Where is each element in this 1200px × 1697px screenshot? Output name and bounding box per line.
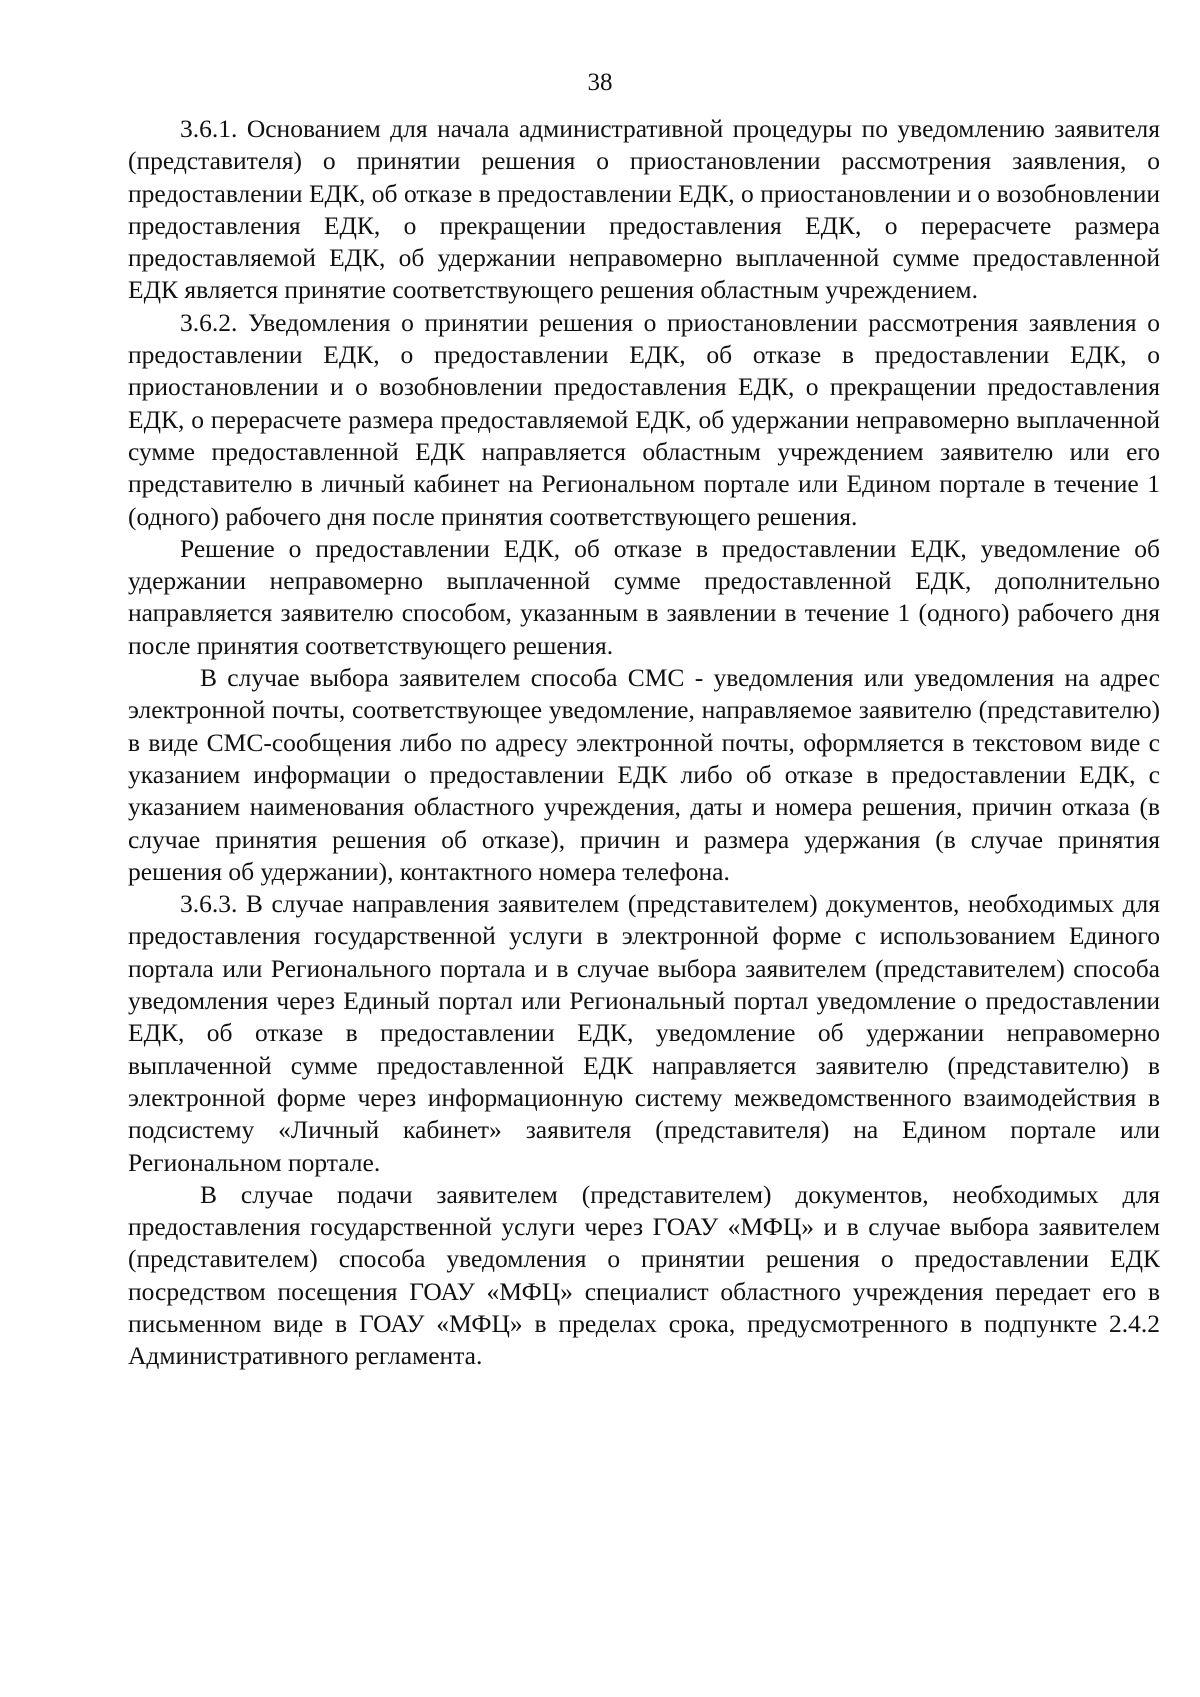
paragraph-3-6-2: 3.6.2. Уведомления о принятии решения о приостановлении рассмотрения заявления о предоставлении ЕДК, о предоставлении ЕДК, об отказе в предоставлении ЕДК, о приостановлении и о возобновлении предоставления ЕДК, о прекращении предоставления ЕДК, о перерасчете размера предоставляемой ЕДК, об удержании неправомерно выплаченной сумме предоставленной ЕДК направляется областным учреждением заявителю или его представителю в личный кабинет на Региональном портале или Едином портале в течение 1 (одного) рабочего дня после принятия соответствующего решения. — [128, 307, 1160, 531]
paragraph-decision-notice: Решение о предоставлении ЕДК, об отказе в предоставлении ЕДК, уведомление об удержании неправомерно выплаченной сумме предоставленной ЕДК, дополнительно направляется заявителю способом, указанным в заявлении в течение 1 (одного) рабочего дня после принятия соответствующего решения. — [128, 533, 1160, 660]
paragraph-3-6-3: 3.6.3. В случае направления заявителем (представителем) документов, необходимых для предоставления государственной услуги в электронной форме с использованием Единого портала или Регионального портала и в случае выбора заявителем (представителем) способа уведомления через Единый портал или Региональный портал уведомление о предоставлении ЕДК, об отказе в предоставлении ЕДК, уведомление об удержании неправомерно выплаченной сумме предоставленной ЕДК направляется заявителю (представителю) в электронной форме через информационную систему межведомственного взаимодействия в подсистему «Личный кабинет» заявителя (представителя) на Едином портале или Региональном портале. — [128, 889, 1160, 1177]
paragraph-mfc-notice: В случае подачи заявителем (представителем) документов, необходимых для предоставления государственной услуги через ГОАУ «МФЦ» и в случае выбора заявителем (представителем) способа уведомления о принятии решения о предоставлении ЕДК посредством посещения ГОАУ «МФЦ» специалист областного учреждения передает его в письменном виде в ГОАУ «МФЦ» в пределах срока, предусмотренного в подпункте 2.4.2 Административного регламента. — [128, 1179, 1160, 1371]
paragraph-3-6-1: 3.6.1. Основанием для начала административной процедуры по уведомлению заявителя (представителя) о принятии решения о приостановлении рассмотрения заявления, о предоставлении ЕДК, об отказе в предоставлении ЕДК, о приостановлении и о возобновлении предоставления ЕДК, о прекращении предоставления ЕДК, о перерасчете размера предоставляемой ЕДК, об удержании неправомерно выплаченной сумме предоставленной ЕДК является принятие соответствующего решения областным учреждением. — [128, 114, 1160, 305]
page-number: 38 — [587, 69, 613, 96]
document-body — [128, 113, 1160, 1373]
paragraph-sms-email-notice: В случае выбора заявителем способа СМС - уведомления или уведомления на адрес электронной почты, соответствующее уведомление, направляемое заявителю (представителю) в виде СМС-сообщения либо по адресу электронной почты, оформляется в текстовом виде с указанием информации о предоставлении ЕДК либо об отказе в предоставлении ЕДК, с указанием наименования областного учреждения, даты и номера решения, причин отказа (в случае принятия решения об отказе), причин и размера удержания (в случае принятия решения об удержании), контактного номера телефона. — [128, 663, 1160, 886]
